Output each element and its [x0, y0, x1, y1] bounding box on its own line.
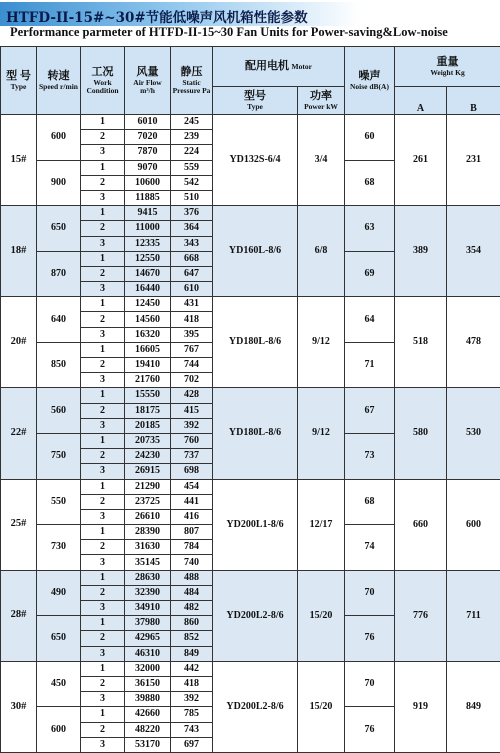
airflow-cell: 21760: [125, 373, 171, 388]
motor-type-cell: YD132S-6/4: [213, 115, 298, 206]
condition-cell: 1: [81, 251, 125, 266]
condition-cell: 3: [81, 145, 125, 160]
airflow-cell: 14560: [125, 312, 171, 327]
weight-b-cell: 530: [447, 388, 500, 479]
header-weight-b: B: [447, 87, 500, 115]
pressure-cell: 415: [171, 403, 213, 418]
speed-cell: 900: [37, 160, 81, 206]
noise-cell: 74: [345, 525, 395, 571]
condition-cell: 3: [81, 373, 125, 388]
pressure-cell: 807: [171, 525, 213, 540]
pressure-cell: 488: [171, 570, 213, 585]
airflow-cell: 16605: [125, 342, 171, 357]
pressure-cell: 668: [171, 251, 213, 266]
airflow-cell: 7870: [125, 145, 171, 160]
header-motor-type: 型号 Type: [213, 87, 298, 115]
speed-cell: 850: [37, 342, 81, 388]
pressure-cell: 416: [171, 509, 213, 524]
speed-cell: 640: [37, 297, 81, 343]
airflow-cell: 48220: [125, 722, 171, 737]
noise-cell: 73: [345, 433, 395, 479]
condition-cell: 3: [81, 601, 125, 616]
condition-cell: 3: [81, 509, 125, 524]
pressure-cell: 784: [171, 540, 213, 555]
condition-cell: 1: [81, 433, 125, 448]
airflow-cell: 20185: [125, 418, 171, 433]
speed-cell: 450: [37, 661, 81, 707]
speed-cell: 550: [37, 479, 81, 525]
condition-cell: 3: [81, 190, 125, 205]
noise-cell: 76: [345, 707, 395, 753]
airflow-cell: 32390: [125, 585, 171, 600]
motor-type-cell: YD200L2-8/6: [213, 661, 298, 752]
condition-cell: 1: [81, 661, 125, 676]
pressure-cell: 647: [171, 266, 213, 281]
condition-cell: 2: [81, 175, 125, 190]
weight-a-cell: 389: [395, 206, 447, 297]
condition-cell: 1: [81, 616, 125, 631]
pressure-cell: 245: [171, 115, 213, 130]
pressure-cell: 239: [171, 130, 213, 145]
pressure-cell: 785: [171, 707, 213, 722]
airflow-cell: 9415: [125, 206, 171, 221]
pressure-cell: 482: [171, 601, 213, 616]
condition-cell: 2: [81, 494, 125, 509]
condition-cell: 1: [81, 525, 125, 540]
airflow-cell: 42965: [125, 631, 171, 646]
pressure-cell: 852: [171, 631, 213, 646]
weight-b-cell: 711: [447, 570, 500, 661]
weight-a-cell: 518: [395, 297, 447, 388]
power-cell: 3/4: [298, 115, 345, 206]
condition-cell: 2: [81, 130, 125, 145]
motor-type-cell: YD200L2-8/6: [213, 570, 298, 661]
airflow-cell: 32000: [125, 661, 171, 676]
airflow-cell: 42660: [125, 707, 171, 722]
condition-cell: 3: [81, 236, 125, 251]
airflow-cell: 31630: [125, 540, 171, 555]
condition-cell: 3: [81, 418, 125, 433]
header-model: 型 号 Type: [1, 47, 37, 115]
airflow-cell: 26610: [125, 509, 171, 524]
pressure-cell: 224: [171, 145, 213, 160]
speed-cell: 490: [37, 570, 81, 616]
condition-cell: 3: [81, 555, 125, 570]
airflow-cell: 23725: [125, 494, 171, 509]
header-power: 功率 Power kW: [298, 87, 345, 115]
condition-cell: 2: [81, 403, 125, 418]
model-cell: 20#: [1, 297, 37, 388]
table-row: [1, 570, 500, 585]
pressure-cell: 431: [171, 297, 213, 312]
condition-cell: 2: [81, 676, 125, 691]
speed-cell: 650: [37, 616, 81, 662]
table-row: [1, 388, 500, 403]
model-cell: 22#: [1, 388, 37, 479]
airflow-cell: 21290: [125, 479, 171, 494]
pressure-cell: 697: [171, 737, 213, 752]
pressure-cell: 767: [171, 342, 213, 357]
condition-cell: 1: [81, 570, 125, 585]
airflow-cell: 7020: [125, 130, 171, 145]
condition-cell: 1: [81, 342, 125, 357]
condition-cell: 2: [81, 266, 125, 281]
pressure-cell: 376: [171, 206, 213, 221]
airflow-cell: 46310: [125, 646, 171, 661]
condition-cell: 1: [81, 115, 125, 130]
condition-cell: 2: [81, 221, 125, 236]
performance-table: [0, 46, 500, 753]
airflow-cell: 12450: [125, 297, 171, 312]
weight-a-cell: 660: [395, 479, 447, 570]
header-noise: 噪声 Noise dB(A): [345, 47, 395, 115]
model-cell: 15#: [1, 115, 37, 206]
pressure-cell: 442: [171, 661, 213, 676]
pressure-cell: 418: [171, 312, 213, 327]
pressure-cell: 418: [171, 676, 213, 691]
pressure-cell: 395: [171, 327, 213, 342]
airflow-cell: 10600: [125, 175, 171, 190]
noise-cell: 70: [345, 661, 395, 707]
weight-b-cell: 231: [447, 115, 500, 206]
airflow-cell: 53170: [125, 737, 171, 752]
weight-a-cell: 776: [395, 570, 447, 661]
speed-cell: 560: [37, 388, 81, 434]
noise-cell: 68: [345, 479, 395, 525]
speed-cell: 600: [37, 115, 81, 161]
header-airflow: 风量 Air Flow m³/h: [125, 47, 171, 115]
header-weight: 重量 Weight Kg: [395, 47, 500, 87]
pressure-cell: 849: [171, 646, 213, 661]
noise-cell: 67: [345, 388, 395, 434]
pressure-cell: 510: [171, 190, 213, 205]
model-cell: 28#: [1, 570, 37, 661]
airflow-cell: 24230: [125, 449, 171, 464]
table-row: [1, 115, 500, 130]
pressure-cell: 743: [171, 722, 213, 737]
airflow-cell: 12335: [125, 236, 171, 251]
power-cell: 9/12: [298, 297, 345, 388]
airflow-cell: 6010: [125, 115, 171, 130]
condition-cell: 2: [81, 312, 125, 327]
weight-b-cell: 849: [447, 661, 500, 752]
condition-cell: 1: [81, 160, 125, 175]
airflow-cell: 34910: [125, 601, 171, 616]
weight-b-cell: 354: [447, 206, 500, 297]
pressure-cell: 392: [171, 692, 213, 707]
condition-cell: 2: [81, 722, 125, 737]
page-subtitle: Performance parmeter of HTFD-II-15~30 Fan Units for Power-saving&Low-noise: [10, 25, 448, 40]
header-motor: 配用电机 Motor: [213, 47, 345, 87]
header-pressure: 静压 Static Pressure Pa: [171, 47, 213, 115]
airflow-cell: 37980: [125, 616, 171, 631]
pressure-cell: 698: [171, 464, 213, 479]
airflow-cell: 14670: [125, 266, 171, 281]
airflow-cell: 39880: [125, 692, 171, 707]
airflow-cell: 19410: [125, 358, 171, 373]
condition-cell: 1: [81, 479, 125, 494]
pressure-cell: 454: [171, 479, 213, 494]
weight-a-cell: 580: [395, 388, 447, 479]
airflow-cell: 35145: [125, 555, 171, 570]
motor-type-cell: YD160L-8/6: [213, 206, 298, 297]
noise-cell: 68: [345, 160, 395, 206]
power-cell: 15/20: [298, 570, 345, 661]
weight-a-cell: 261: [395, 115, 447, 206]
airflow-cell: 9070: [125, 160, 171, 175]
noise-cell: 76: [345, 616, 395, 662]
airflow-cell: 11885: [125, 190, 171, 205]
power-cell: 15/20: [298, 661, 345, 752]
weight-b-cell: 600: [447, 479, 500, 570]
weight-b-cell: 478: [447, 297, 500, 388]
pressure-cell: 441: [171, 494, 213, 509]
pressure-cell: 702: [171, 373, 213, 388]
pressure-cell: 364: [171, 221, 213, 236]
pressure-cell: 392: [171, 418, 213, 433]
speed-cell: 730: [37, 525, 81, 571]
speed-cell: 650: [37, 206, 81, 252]
condition-cell: 2: [81, 449, 125, 464]
title-banner: [0, 2, 360, 26]
header-weight-a: A: [395, 87, 447, 115]
motor-type-cell: YD180L-8/6: [213, 388, 298, 479]
airflow-cell: 15550: [125, 388, 171, 403]
motor-type-cell: YD180L-8/6: [213, 297, 298, 388]
noise-cell: 69: [345, 251, 395, 297]
page-title: HTFD-II-15#~30#节能低噪声风机箱性能参数: [6, 6, 308, 26]
condition-cell: 2: [81, 540, 125, 555]
pressure-cell: 484: [171, 585, 213, 600]
pressure-cell: 610: [171, 282, 213, 297]
condition-cell: 1: [81, 707, 125, 722]
noise-cell: 60: [345, 115, 395, 161]
table-row: [1, 661, 500, 676]
model-cell: 30#: [1, 661, 37, 752]
airflow-cell: 16320: [125, 327, 171, 342]
table-body: [1, 115, 500, 753]
pressure-cell: 559: [171, 160, 213, 175]
airflow-cell: 36150: [125, 676, 171, 691]
weight-a-cell: 919: [395, 661, 447, 752]
model-cell: 25#: [1, 479, 37, 570]
pressure-cell: 860: [171, 616, 213, 631]
pressure-cell: 428: [171, 388, 213, 403]
airflow-cell: 12550: [125, 251, 171, 266]
airflow-cell: 28630: [125, 570, 171, 585]
airflow-cell: 11000: [125, 221, 171, 236]
header-condition: 工况 Work Condition: [81, 47, 125, 115]
airflow-cell: 18175: [125, 403, 171, 418]
noise-cell: 63: [345, 206, 395, 252]
pressure-cell: 760: [171, 433, 213, 448]
airflow-cell: 20735: [125, 433, 171, 448]
noise-cell: 64: [345, 297, 395, 343]
pressure-cell: 740: [171, 555, 213, 570]
condition-cell: 2: [81, 358, 125, 373]
condition-cell: 1: [81, 297, 125, 312]
pressure-cell: 343: [171, 236, 213, 251]
condition-cell: 2: [81, 631, 125, 646]
condition-cell: 1: [81, 388, 125, 403]
power-cell: 6/8: [298, 206, 345, 297]
speed-cell: 600: [37, 707, 81, 753]
pressure-cell: 737: [171, 449, 213, 464]
speed-cell: 870: [37, 251, 81, 297]
condition-cell: 3: [81, 646, 125, 661]
airflow-cell: 16440: [125, 282, 171, 297]
airflow-cell: 26915: [125, 464, 171, 479]
table-row: [1, 297, 500, 312]
noise-cell: 70: [345, 570, 395, 616]
pressure-cell: 542: [171, 175, 213, 190]
pressure-cell: 744: [171, 358, 213, 373]
power-cell: 12/17: [298, 479, 345, 570]
noise-cell: 71: [345, 342, 395, 388]
speed-cell: 750: [37, 433, 81, 479]
airflow-cell: 28390: [125, 525, 171, 540]
table-row: [1, 479, 500, 494]
condition-cell: 3: [81, 282, 125, 297]
condition-cell: 3: [81, 327, 125, 342]
condition-cell: 2: [81, 585, 125, 600]
power-cell: 9/12: [298, 388, 345, 479]
condition-cell: 3: [81, 692, 125, 707]
table-row: [1, 206, 500, 221]
header-speed: 转速 Speed r/min: [37, 47, 81, 115]
condition-cell: 1: [81, 206, 125, 221]
model-cell: 18#: [1, 206, 37, 297]
condition-cell: 3: [81, 464, 125, 479]
condition-cell: 3: [81, 737, 125, 752]
motor-type-cell: YD200L1-8/6: [213, 479, 298, 570]
